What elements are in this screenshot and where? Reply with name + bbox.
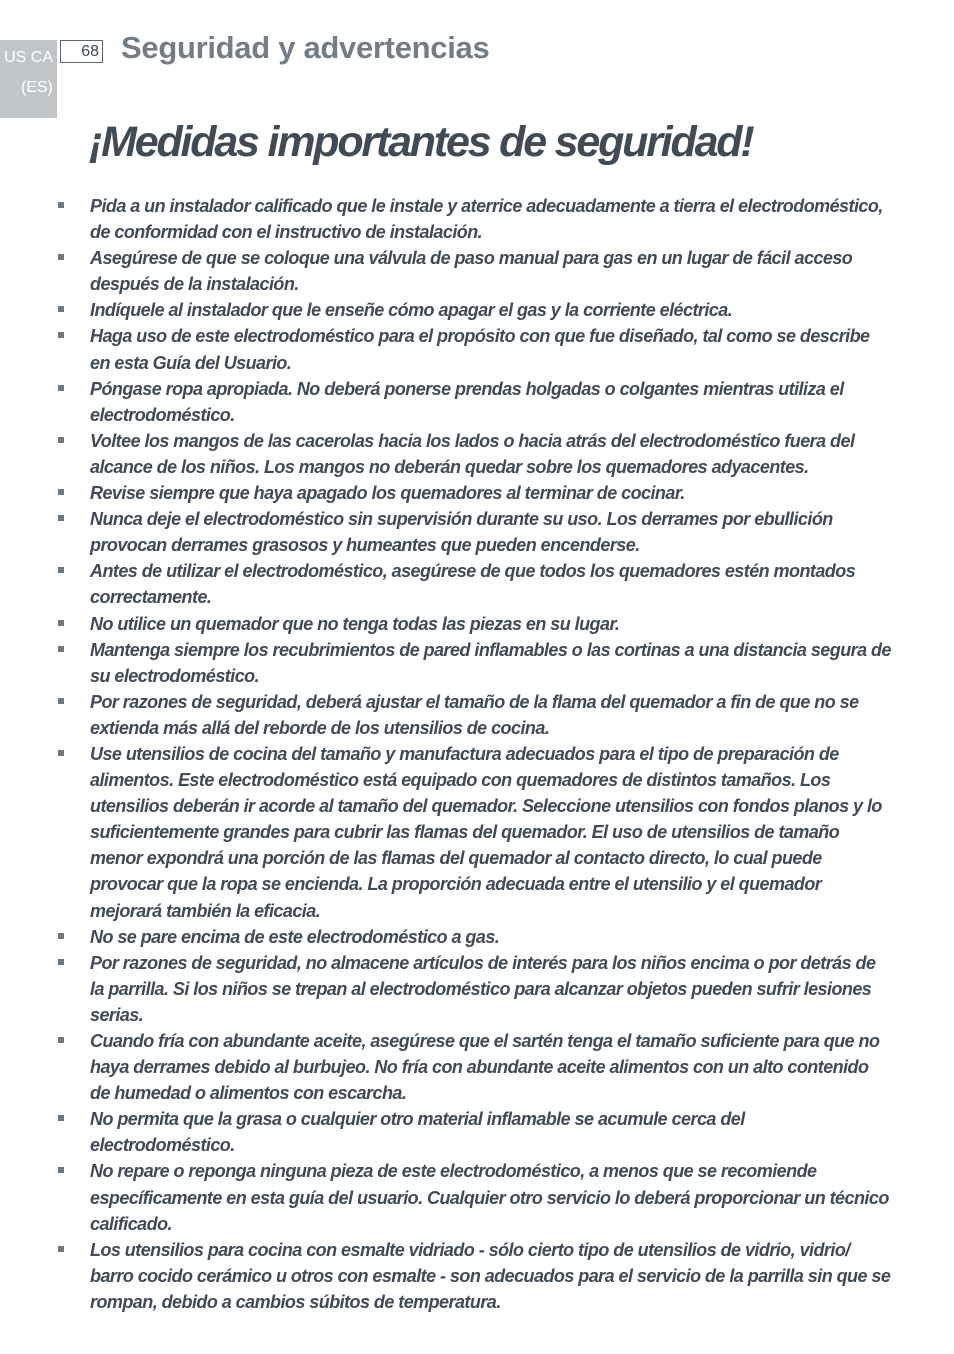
list-item xyxy=(0,689,954,741)
list-item-text: Indíquele al instalador que le enseñe cómo apagar el gas y la corriente eléctrica. xyxy=(90,300,733,321)
list-item-text: Por razones de seguridad, deberá ajustar el tamaño de la flama del quemador a fin de que no se extienda más allá del reborde de los utensilios de cocina. xyxy=(90,691,859,738)
section-title: Seguridad y advertencias xyxy=(121,30,490,65)
region-code: US CA xyxy=(4,49,53,66)
list-item xyxy=(0,1028,954,1106)
bullet-icon xyxy=(58,567,64,573)
list-item xyxy=(0,1158,954,1236)
list-item-text: Voltee los mangos de las cacerolas hacia los lados o hacia atrás del electrodoméstico fuera del alcance de los niños. Los mangos no deberán quedar sobre los quemadores adyacentes. xyxy=(90,430,855,477)
bullet-icon xyxy=(58,959,64,965)
list-item-text: Nunca deje el electrodoméstico sin supervisión durante su uso. Los derrames por ebullición provocan derrames grasosos y humeantes que pueden encenderse. xyxy=(90,509,833,556)
list-item xyxy=(0,428,954,480)
bullet-icon xyxy=(58,698,64,704)
list-item xyxy=(0,558,954,610)
bullet-icon xyxy=(58,1246,64,1252)
list-item-text: No utilice un quemador que no tenga todas las piezas en su lugar. xyxy=(90,613,620,634)
bullet-icon xyxy=(58,620,64,626)
safety-list xyxy=(0,193,954,1315)
list-item xyxy=(0,480,954,506)
page-number: 68 xyxy=(60,40,103,63)
list-item-text: Asegúrese de que se coloque una válvula de paso manual para gas en un lugar de fácil acceso después de la instalación. xyxy=(90,248,853,295)
list-item xyxy=(0,924,954,950)
list-item xyxy=(0,506,954,558)
list-item xyxy=(0,193,954,245)
list-item-text: Póngase ropa apropiada. No deberá ponerse prendas holgadas o colgantes mientras utiliza el electrodoméstico. xyxy=(90,378,844,425)
list-item xyxy=(0,741,954,924)
region-tab xyxy=(0,40,57,118)
bullet-icon xyxy=(58,489,64,495)
page-heading: ¡Medidas importantes de seguridad! xyxy=(89,118,753,166)
list-item xyxy=(0,245,954,297)
bullet-icon xyxy=(58,306,64,312)
bullet-icon xyxy=(58,1037,64,1043)
bullet-icon xyxy=(58,1167,64,1173)
list-item xyxy=(0,297,954,323)
list-item-text: No se pare encima de este electrodoméstico a gas. xyxy=(90,926,500,947)
bullet-icon xyxy=(58,515,64,521)
list-item-text: Por razones de seguridad, no almacene artículos de interés para los niños encima o por detrás de la parrilla. Si los niños se trepan al electrodoméstico para alcanzar objetos pueden sufrir lesiones serias. xyxy=(90,952,876,1025)
list-item xyxy=(0,323,954,375)
list-item-text: No permita que la grasa o cualquier otro material inflamable se acumule cerca del electrodoméstico. xyxy=(90,1109,745,1156)
list-item xyxy=(0,950,954,1028)
list-item-text: Use utensilios de cocina del tamaño y manufactura adecuados para el tipo de preparación de alimentos. Este electrodoméstico está equipado con quemadores de distintos tamaños. Los utensilios deberán ir acorde al tamaño del quemador. Seleccione utensilios con fondos planos y lo suficientemente grandes para cubrir las flamas del quemador. El uso de utensilios de tamaño menor expondrá una porción de las flamas del quemador al contacto directo, lo cual puede provocar que la ropa se encienda. La proporción adecuada entre el utensilio y el quemador mejorará también la eficacia. xyxy=(90,743,882,921)
list-item xyxy=(0,376,954,428)
bullet-icon xyxy=(58,202,64,208)
list-item-text: Haga uso de este electrodoméstico para el propósito con que fue diseñado, tal como se describe en esta Guía del Usuario. xyxy=(90,326,870,373)
bullet-icon xyxy=(58,385,64,391)
bullet-icon xyxy=(58,437,64,443)
bullet-icon xyxy=(58,332,64,338)
language-code: (ES) xyxy=(21,79,53,96)
list-item xyxy=(0,637,954,689)
list-item-text: Revise siempre que haya apagado los quemadores al terminar de cocinar. xyxy=(90,483,685,504)
list-item-text: Mantenga siempre los recubrimientos de pared inflamables o las cortinas a una distancia segura de su electrodoméstico. xyxy=(90,639,891,686)
list-item-text: Antes de utilizar el electrodoméstico, asegúrese de que todos los quemadores estén montados correctamente. xyxy=(90,561,856,608)
list-item-text: Cuando fría con abundante aceite, asegúrese que el sartén tenga el tamaño suficiente para que no haya derrames debido al burbujeo. No fría con abundante aceite alimentos con un alto contenido de humedad o alimentos con escarcha. xyxy=(90,1031,880,1104)
bullet-icon xyxy=(58,254,64,260)
list-item-text: Los utensilios para cocina con esmalte vidriado - sólo cierto tipo de utensilios de vidrio, vidrio/ barro cocido cerámico u otros con esmalte - son adecuados para el servicio de la parrilla sin que se rompan, debido a cambios súbitos de temperatura. xyxy=(90,1239,891,1312)
list-item xyxy=(0,611,954,637)
bullet-icon xyxy=(58,750,64,756)
bullet-icon xyxy=(58,1115,64,1121)
bullet-icon xyxy=(58,933,64,939)
bullet-icon xyxy=(58,646,64,652)
list-item xyxy=(0,1237,954,1315)
list-item-text: No repare o reponga ninguna pieza de este electrodoméstico, a menos que se recomiende específicamente en esta guía del usuario. Cualquier otro servicio lo deberá proporcionar un técnico calificado. xyxy=(90,1161,889,1234)
list-item xyxy=(0,1106,954,1158)
list-item-text: Pida a un instalador calificado que le instale y aterrice adecuadamente a tierra el electrodoméstico, de conformidad con el instructivo de instalación. xyxy=(90,196,883,243)
